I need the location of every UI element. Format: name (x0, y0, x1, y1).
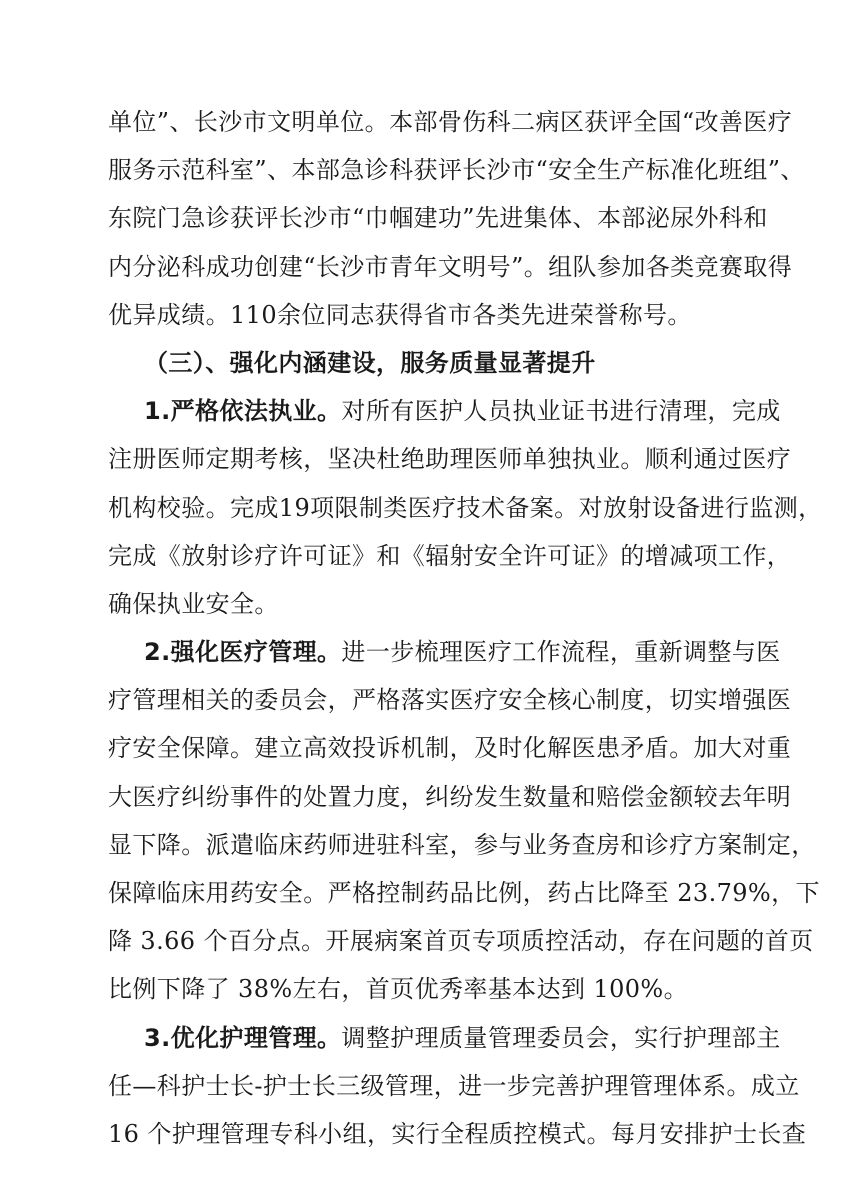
paragraph-line: 降 3.66 个百分点。开展病案首页专项质控活动，存在问题的首页 (108, 927, 814, 956)
item-paragraph-2 (108, 628, 820, 1014)
paragraph-line: 任—科护士长-护士长三级管理，进一步完善护理管理体系。成立 (108, 1071, 800, 1100)
paragraph-line: 16 个护理管理专科小组，实行全程质控模式。每月安排护士长查 (108, 1119, 807, 1148)
item-paragraph-3 (108, 1014, 807, 1159)
paragraph-line: 完成《放射诊疗许可证》和《辐射安全许可证》的增减项工作， (108, 541, 792, 570)
paragraph-line: 保障临床用药安全。严格控制药品比例，药占比降至 23.79%，下 (108, 879, 820, 907)
paragraph-line (108, 1014, 781, 1062)
item-paragraph-1 (108, 387, 823, 628)
item-text: 调整护理质量管理委员会，实行护理部主 (341, 1023, 781, 1052)
paragraph-line: 疗安全保障。建立高效投诉机制，及时化解医患矛盾。加大对重 (108, 734, 792, 763)
paragraph-line: 显下降。派遣临床药师进驻科室，参与业务查房和诊疗方案制定， (108, 830, 816, 859)
item-text: 进一步梳理医疗工作流程，重新调整与医 (341, 638, 781, 667)
intro-paragraph (108, 98, 805, 339)
section-heading: （三）、强化内涵建设，服务质量显著提升 (144, 348, 596, 377)
item-title: 2.强化医疗管理。 (144, 638, 342, 667)
paragraph-line: 大医疗纠纷事件的处置力度，纠纷发生数量和赔偿金额较去年明 (108, 782, 792, 811)
paragraph-line: 注册医师定期考核，坚决杜绝助理医师单独执业。顺利通过医疗 (108, 445, 792, 474)
paragraph-line: 比例下降了 38%左右，首页优秀率基本达到 100%。 (108, 975, 689, 1004)
paragraph-line: 优异成绩。110余位同志获得省市各类先进荣誉称号。 (108, 300, 692, 329)
paragraph-line (108, 628, 781, 676)
paragraph-line: 内分泌科成功创建“长沙市青年文明号”。组队参加各类竞赛取得 (108, 252, 793, 281)
item-text: 对所有医护人员执业证书进行清理，完成 (341, 397, 781, 426)
paragraph-line: 东院门急诊获评长沙市“巾帼建功”先进集体、本部泌尿外科和 (108, 204, 768, 233)
paragraph-line: 服务示范科室”、本部急诊科获评长沙市“安全生产标准化班组”、 (108, 156, 805, 185)
paragraph-line: 疗管理相关的委员会，严格落实医疗安全核心制度，切实增强医 (108, 686, 792, 715)
paragraph-line: 单位”、长沙市文明单位。本部骨伤科二病区获评全国“改善医疗 (108, 108, 793, 136)
item-title: 3.优化护理管理。 (144, 1023, 342, 1052)
item-title: 1.严格依法执业。 (144, 397, 342, 426)
paragraph-line: 确保执业安全。 (108, 589, 279, 618)
paragraph-line: 机构校验。完成19项限制类医疗技术备案。对放射设备进行监测， (108, 493, 823, 522)
paragraph-line (108, 387, 781, 435)
